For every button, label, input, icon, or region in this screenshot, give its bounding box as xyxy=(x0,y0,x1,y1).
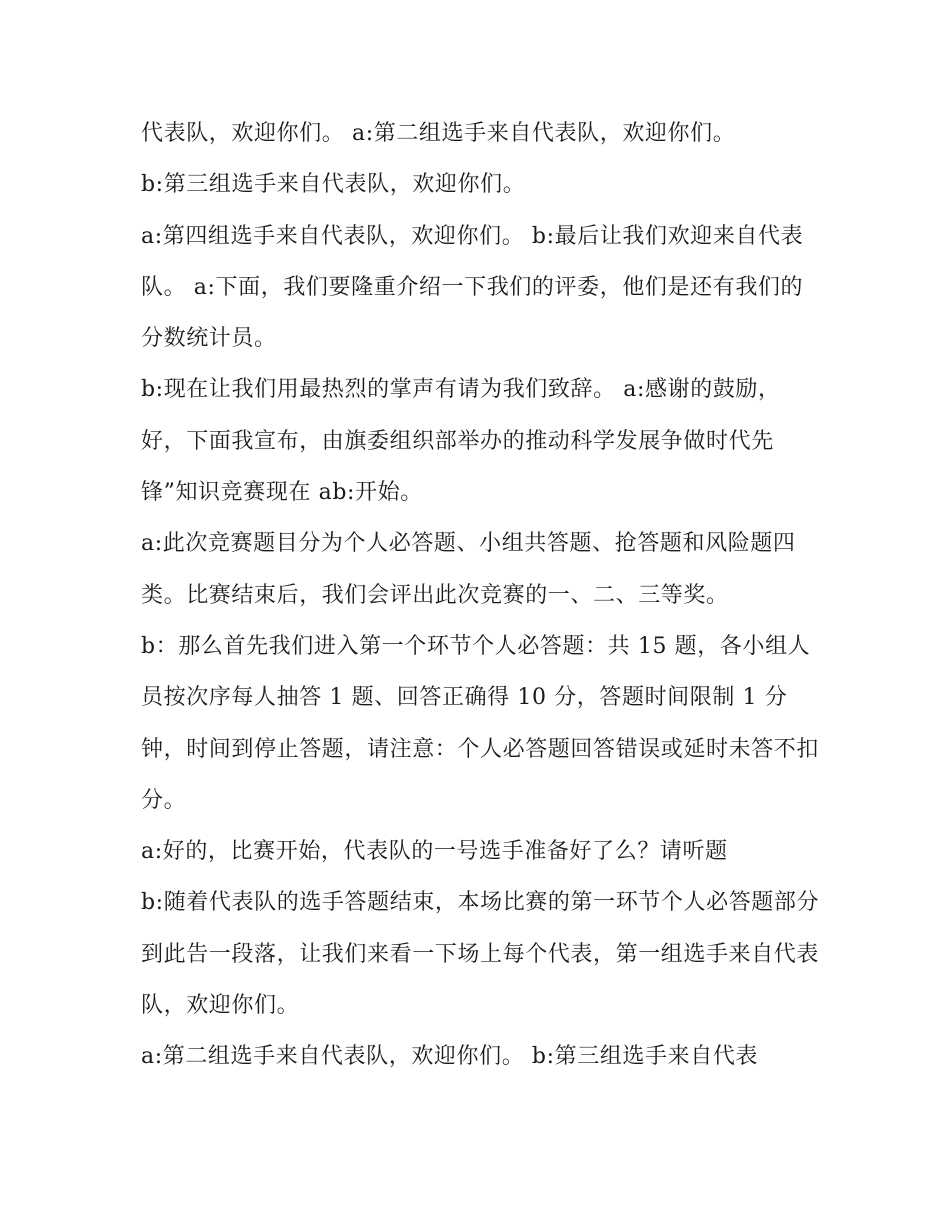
paragraph-4: b:现在让我们用最热烈的掌声有请为我们致辞。 a:感谢的鼓励，好，下面我宣布，由旗委组织部举办的推动科学发展争做时代先锋”知识竞赛现在 ab:开始。 xyxy=(141,377,781,506)
paragraph-9: a:第二组选手来自代表队，欢迎你们。 b:第三组选手来自代表 xyxy=(141,1044,759,1070)
paragraph-1: 代表队，欢迎你们。 a:第二组选手来自代表队，欢迎你们。 xyxy=(141,121,736,146)
paragraph-6: b：那么首先我们进入第一个环节个人必答题：共 15 题，各小组人员按次序每人抽答 1 题、回答正确得 10 分，答题时间限制 1 分钟，时间到停止答题，请注意：个人必答题回答错误或延时未答不扣分。 xyxy=(141,633,820,813)
paragraph-3: a:第四组选手来自代表队，欢迎你们。 b:最后让我们欢迎来自代表队。 a:下面，我们要隆重介绍一下我们的评委，他们是还有我们的分数统计员。 xyxy=(141,223,804,352)
document-body xyxy=(141,108,821,1083)
paragraph-2: b:第三组选手来自代表队，欢迎你们。 xyxy=(141,172,526,198)
paragraph-7: a:好的，比赛开始，代表队的一号选手准备好了么？请听题 xyxy=(141,839,728,865)
paragraph-5: a:此次竞赛题目分为个人必答题、小组共答题、抢答题和风险题四类。比赛结束后，我们会评出此次竞赛的一、二、三等奖。 xyxy=(141,531,796,608)
paragraph-8: b:随着代表队的选手答题结束，本场比赛的第一环节个人必答题部分到此告一段落，让我们来看一下场上每个代表，第一组选手来自代表队，欢迎你们。 xyxy=(141,890,820,1019)
